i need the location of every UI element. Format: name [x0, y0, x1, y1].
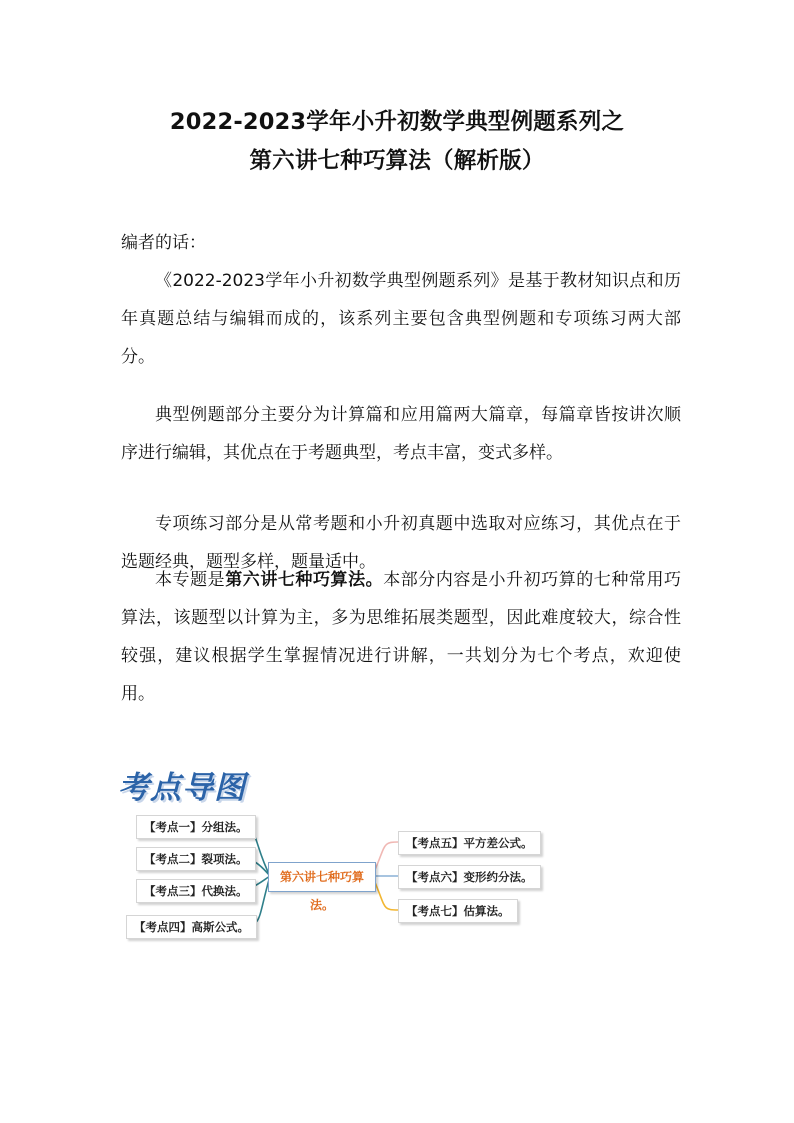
- paragraph-examples-part: 典型例题部分主要分为计算篇和应用篇两大篇章，每篇章皆按讲次顺序进行编辑，其优点在于考题典型，考点丰富，变式多样。: [121, 405, 681, 463]
- branch-line-right-3: [374, 880, 398, 910]
- mindmap-heading: 考点导图: [118, 770, 246, 806]
- document-title-line1: 2022-2023学年小升初数学典型例题系列之: [169, 109, 625, 135]
- mindmap-node-topic-5: 【考点五】平方差公式。: [398, 831, 541, 855]
- mindmap-node-topic-2: 【考点二】裂项法。: [136, 847, 256, 871]
- paragraph-series-intro: 《2022-2023学年小升初数学典型例题系列》是基于教材知识点和历年真题总结与编辑而成的，该系列主要包含典型例题和专项练习两大部分。: [121, 271, 681, 367]
- mindmap-node-topic-3: 【考点三】代换法。: [136, 879, 256, 903]
- paragraph-practice-part: 专项练习部分是从常考题和小升初真题中选取对应练习，其优点在于选题经典，题型多样，题量适中。: [121, 514, 681, 572]
- editor-note-label: 编者的话：: [121, 233, 206, 253]
- mindmap-node-topic-6: 【考点六】变形约分法。: [398, 865, 541, 889]
- topic-name-bold: 第六讲七种巧算法。: [225, 570, 384, 590]
- mindmap-center-node: 第六讲七种巧算法。: [268, 862, 376, 892]
- branch-line-right-1: [374, 842, 398, 872]
- mindmap-node-topic-7: 【考点七】估算法。: [398, 899, 518, 923]
- document-title-line2: 第六讲七种巧算法（解析版）: [249, 148, 545, 174]
- mindmap-node-topic-4: 【考点四】高斯公式。: [126, 915, 257, 939]
- mindmap-node-topic-1: 【考点一】分组法。: [136, 815, 256, 839]
- topic-description-text: 本部分内容是小升初巧算的七种常用巧算法，该题型以计算为主，多为思维拓展类题型，因此难度较大，综合性较强，建议根据学生掌握情况进行讲解，一共划分为七个考点，欢迎使用。: [121, 570, 682, 704]
- topic-lead-text: 本专题是: [155, 570, 226, 590]
